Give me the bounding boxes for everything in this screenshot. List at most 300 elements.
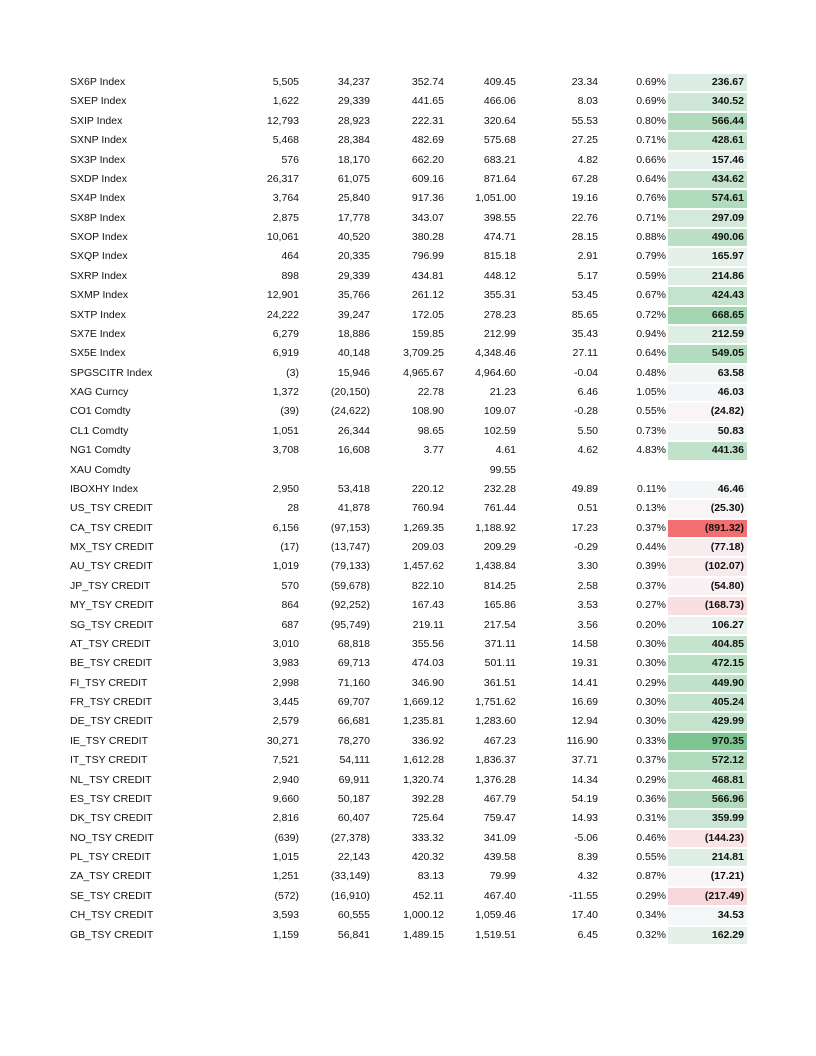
heatmap-cell: 297.09 [668, 210, 747, 227]
value-cell-3: 760.94 [411, 502, 444, 515]
value-cell-2: 25,840 [337, 192, 370, 205]
value-cell-1: 2,579 [272, 715, 299, 728]
percent-cell: 0.37% [636, 754, 666, 767]
value-cell-4: 467.40 [483, 889, 516, 902]
value-cell-2: 60,407 [337, 812, 370, 825]
value-cell-4: 4,964.60 [475, 366, 516, 379]
table-row [0, 790, 816, 809]
ticker-cell: SXIP Index [70, 114, 123, 127]
table-row [0, 577, 816, 596]
value-cell-1: 6,279 [272, 327, 299, 340]
value-cell-4: 217.54 [483, 618, 516, 631]
value-cell-5: 67.28 [571, 172, 598, 185]
value-cell-4: 1,051.00 [475, 192, 516, 205]
value-cell-1: 10,061 [266, 231, 299, 243]
value-cell-2: 54,111 [339, 754, 370, 767]
value-cell-1: 3,983 [272, 657, 299, 670]
heatmap-cell: 162.29 [668, 927, 747, 944]
percent-cell: 0.87% [636, 870, 666, 883]
percent-cell: 0.76% [636, 192, 666, 205]
value-cell-3: 452.11 [412, 889, 444, 902]
heatmap-cell: 63.58 [668, 365, 747, 382]
table-row [0, 848, 816, 867]
heatmap-cell: 404.85 [668, 636, 747, 653]
value-cell-1: 6,919 [272, 347, 299, 360]
heatmap-cell: 405.24 [668, 694, 747, 711]
ticker-cell: FI_TSY CREDIT [70, 676, 148, 689]
value-cell-5: 14.58 [571, 637, 598, 650]
ticker-cell: MX_TSY CREDIT [70, 541, 154, 553]
table-row [0, 228, 816, 247]
value-cell-2: 18,886 [337, 327, 370, 340]
value-cell-1: (639) [274, 831, 299, 844]
value-cell-1: 3,445 [272, 696, 299, 708]
ticker-cell: ES_TSY CREDIT [70, 792, 153, 805]
value-cell-3: 219.11 [412, 618, 444, 631]
percent-cell: 0.64% [636, 172, 666, 185]
value-cell-2: 29,339 [337, 95, 370, 108]
value-cell-2: 34,237 [337, 76, 370, 88]
ticker-cell: SXNP Index [70, 134, 128, 147]
value-cell-2: 68,818 [337, 637, 370, 650]
table-row [0, 674, 816, 693]
value-cell-1: 2,950 [272, 482, 299, 495]
value-cell-4: 1,376.28 [475, 773, 516, 786]
value-cell-5: 19.16 [571, 192, 598, 205]
value-cell-5: 22.76 [571, 211, 598, 224]
value-cell-5: 55.53 [571, 114, 598, 127]
heatmap-cell: 214.81 [668, 849, 747, 866]
value-cell-3: 261.12 [411, 289, 444, 302]
value-cell-1: 3,593 [272, 909, 299, 922]
percent-cell: 0.59% [636, 269, 666, 282]
value-cell-1: 7,521 [272, 754, 299, 767]
value-cell-5: 116.90 [566, 734, 598, 747]
value-cell-3: 4,965.67 [403, 366, 444, 379]
value-cell-3: 98.65 [417, 424, 444, 437]
value-cell-1: 1,622 [272, 95, 299, 108]
value-cell-3: 725.64 [411, 812, 444, 825]
ticker-cell: SX5E Index [70, 347, 126, 360]
value-cell-3: 159.85 [411, 327, 444, 340]
heatmap-cell: 157.46 [668, 152, 747, 169]
value-cell-1: 30,271 [266, 734, 299, 747]
percent-cell: 0.71% [636, 211, 666, 224]
heatmap-cell: 566.96 [668, 791, 747, 808]
percent-cell: 0.55% [636, 405, 666, 418]
value-cell-2: 40,148 [337, 347, 370, 360]
percent-cell: 0.44% [636, 541, 666, 553]
value-cell-4: 1,059.46 [475, 909, 516, 922]
ticker-cell: SXMP Index [70, 289, 129, 302]
ticker-cell: SXOP Index [70, 231, 128, 243]
value-cell-4: 814.25 [483, 579, 516, 592]
table-row [0, 306, 816, 325]
value-cell-4: 232.28 [483, 482, 516, 495]
percent-cell: 0.46% [636, 831, 666, 844]
value-cell-2: 26,344 [337, 424, 370, 437]
percent-cell: 0.36% [636, 792, 666, 805]
value-cell-5: 16.69 [571, 696, 598, 708]
value-cell-2: (79,133) [330, 560, 370, 573]
value-cell-1: (572) [274, 889, 299, 902]
value-cell-5: 27.11 [572, 347, 598, 360]
heatmap-cell: 574.61 [668, 190, 747, 207]
heatmap-cell: (102.07) [668, 558, 747, 575]
value-cell-3: 609.16 [411, 172, 444, 185]
value-cell-5: 14.93 [571, 812, 598, 825]
value-cell-3: 336.92 [411, 734, 444, 747]
value-cell-2: (27,378) [330, 831, 370, 844]
table-row [0, 422, 816, 441]
value-cell-2: 17,778 [337, 211, 370, 224]
value-cell-1: 12,793 [266, 114, 299, 127]
table-row [0, 461, 816, 480]
table-row [0, 112, 816, 131]
value-cell-1: 3,010 [272, 637, 299, 650]
value-cell-3: 392.28 [411, 792, 444, 805]
value-cell-3: 1,457.62 [403, 560, 444, 573]
table-row [0, 809, 816, 828]
ticker-cell: JP_TSY CREDIT [70, 579, 151, 592]
value-cell-4: 466.06 [483, 95, 516, 108]
value-cell-2: 78,270 [337, 734, 370, 747]
table-row [0, 693, 816, 712]
value-cell-3: 346.90 [411, 676, 444, 689]
value-cell-1: 576 [281, 153, 299, 166]
value-cell-4: 1,188.92 [475, 521, 516, 534]
value-cell-2: 56,841 [337, 928, 370, 941]
value-cell-2: 69,911 [338, 773, 370, 786]
value-cell-4: 4,348.46 [475, 347, 516, 360]
value-cell-5: 3.56 [577, 618, 598, 631]
percent-cell: 0.30% [636, 637, 666, 650]
heatmap-cell: (24.82) [668, 403, 747, 420]
value-cell-4: 278.23 [483, 308, 516, 321]
value-cell-3: 1,269.35 [403, 521, 444, 534]
value-cell-4: 501.11 [484, 657, 516, 670]
value-cell-2: 60,555 [337, 909, 370, 922]
ticker-cell: AT_TSY CREDIT [70, 637, 151, 650]
heatmap-cell: 165.97 [668, 248, 747, 265]
value-cell-2: (20,150) [330, 386, 370, 398]
value-cell-2: (33,149) [330, 870, 370, 883]
value-cell-5: 0.51 [577, 502, 598, 515]
ticker-cell: MY_TSY CREDIT [70, 599, 154, 612]
percent-cell: 0.11% [637, 482, 666, 495]
ticker-cell: NO_TSY CREDIT [70, 831, 154, 844]
percent-cell: 0.71% [636, 134, 666, 147]
value-cell-2: 16,608 [337, 444, 370, 457]
value-cell-5: 53.45 [571, 289, 598, 302]
percent-cell: 0.27% [636, 599, 666, 612]
percent-cell: 0.80% [636, 114, 666, 127]
table-row [0, 131, 816, 150]
percent-cell: 0.29% [636, 676, 666, 689]
heatmap-cell: (168.73) [668, 597, 747, 614]
value-cell-5: 4.62 [577, 444, 598, 457]
heatmap-cell: 46.03 [668, 384, 747, 401]
percent-cell: 0.20% [636, 618, 666, 631]
heatmap-cell: (77.18) [668, 539, 747, 556]
value-cell-2: 15,946 [337, 366, 370, 379]
value-cell-4: 1,283.60 [475, 715, 516, 728]
ticker-cell: GB_TSY CREDIT [70, 928, 154, 941]
value-cell-4: 165.86 [483, 599, 516, 612]
value-cell-1: 3,708 [272, 444, 299, 457]
heatmap-cell: 34.53 [668, 907, 747, 924]
value-cell-5: 49.89 [571, 482, 598, 495]
heatmap-cell: 970.35 [668, 733, 747, 750]
heatmap-cell: (54.80) [668, 578, 747, 595]
table-row [0, 73, 816, 92]
heatmap-cell: 572.12 [668, 752, 747, 769]
ticker-cell: SX3P Index [70, 153, 126, 166]
value-cell-1: 24,222 [266, 308, 299, 321]
value-cell-5: -11.55 [569, 889, 598, 902]
value-cell-4: 21.23 [489, 386, 516, 398]
ticker-cell: US_TSY CREDIT [70, 502, 153, 515]
value-cell-1: 864 [281, 599, 299, 612]
ticker-cell: PL_TSY CREDIT [70, 851, 151, 863]
value-cell-4: 212.99 [483, 327, 516, 340]
value-cell-4: 109.07 [483, 405, 516, 418]
percent-cell: 0.13% [636, 502, 666, 515]
value-cell-1: (17) [280, 541, 299, 553]
value-cell-1: 1,051 [272, 424, 299, 437]
ticker-cell: IE_TSY CREDIT [70, 734, 148, 747]
ticker-cell: SE_TSY CREDIT [70, 889, 153, 902]
value-cell-5: 54.19 [571, 792, 598, 805]
value-cell-2: (24,622) [330, 405, 370, 418]
value-cell-3: 172.05 [411, 308, 444, 321]
table-row [0, 499, 816, 518]
percent-cell: 0.73% [636, 424, 666, 437]
value-cell-4: 683.21 [483, 153, 516, 166]
value-cell-1: 1,372 [272, 386, 299, 398]
percent-cell: 0.29% [636, 773, 666, 786]
value-cell-1: 5,468 [272, 134, 299, 147]
value-cell-1: 464 [281, 250, 299, 263]
value-cell-2: (13,747) [330, 541, 370, 553]
heatmap-cell: 668.65 [668, 307, 747, 324]
value-cell-1: 28 [287, 502, 299, 515]
heatmap-cell: 212.59 [668, 326, 747, 343]
value-cell-3: 1,235.81 [403, 715, 444, 728]
value-cell-3: 1,489.15 [403, 928, 444, 941]
value-cell-3: 434.81 [411, 269, 444, 282]
value-cell-1: 2,998 [272, 676, 299, 689]
value-cell-4: 467.23 [483, 734, 516, 747]
table-row [0, 267, 816, 286]
ticker-cell: CL1 Comdty [70, 424, 129, 437]
value-cell-3: 1,320.74 [403, 773, 444, 786]
percent-cell: 0.48% [636, 366, 666, 379]
value-cell-4: 467.79 [483, 792, 516, 805]
ticker-cell: NG1 Comdty [70, 444, 131, 457]
ticker-cell: SX4P Index [70, 192, 126, 205]
value-cell-1: 5,505 [272, 76, 299, 88]
value-cell-3: 1,669.12 [403, 696, 444, 708]
ticker-cell: FR_TSY CREDIT [70, 696, 153, 708]
value-cell-2: 71,160 [337, 676, 370, 689]
value-cell-2: (59,678) [330, 579, 370, 592]
table-row [0, 887, 816, 906]
value-cell-2: 50,187 [337, 792, 370, 805]
table-row [0, 480, 816, 499]
ticker-cell: SXQP Index [70, 250, 128, 263]
percent-cell: 0.29% [636, 889, 666, 902]
percent-cell: 0.94% [636, 327, 666, 340]
table-row [0, 364, 816, 383]
value-cell-5: 19.31 [571, 657, 598, 670]
table-row [0, 751, 816, 770]
heatmap-cell: 490.06 [668, 229, 747, 246]
percent-cell: 4.83% [636, 444, 666, 457]
percent-cell: 0.72% [636, 308, 666, 321]
value-cell-2: 61,075 [337, 172, 370, 185]
value-cell-5: 12.94 [571, 715, 598, 728]
value-cell-4: 398.55 [483, 211, 516, 224]
value-cell-5: 37.71 [571, 754, 598, 767]
percent-cell: 0.32% [636, 928, 666, 941]
value-cell-3: 474.03 [411, 657, 444, 670]
value-cell-1: (3) [286, 366, 299, 379]
value-cell-5: 6.45 [577, 928, 598, 941]
heatmap-cell: (144.23) [668, 830, 747, 847]
value-cell-2: (97,153) [330, 521, 370, 534]
heatmap-cell: 50.83 [668, 423, 747, 440]
value-cell-5: 2.91 [577, 250, 598, 263]
value-cell-1: 26,317 [266, 172, 299, 185]
heatmap-cell: 106.27 [668, 617, 747, 634]
ticker-cell: CA_TSY CREDIT [70, 521, 153, 534]
value-cell-2: 41,878 [337, 502, 370, 515]
table-row [0, 654, 816, 673]
value-cell-4: 871.64 [483, 172, 516, 185]
value-cell-3: 441.65 [411, 95, 444, 108]
percent-cell: 0.88% [636, 231, 666, 243]
value-cell-4: 371.11 [484, 637, 516, 650]
value-cell-5: 14.41 [571, 676, 598, 689]
value-cell-3: 420.32 [411, 851, 444, 863]
value-cell-5: 35.43 [571, 327, 598, 340]
value-cell-4: 99.55 [489, 463, 516, 476]
table-row [0, 771, 816, 790]
table-row [0, 926, 816, 945]
value-cell-3: 3.77 [423, 444, 444, 457]
value-cell-2: 40,520 [337, 231, 370, 243]
value-cell-5: -0.28 [574, 405, 598, 418]
heatmap-cell: 428.61 [668, 132, 747, 149]
percent-cell: 0.64% [636, 347, 666, 360]
percent-cell: 0.37% [636, 521, 666, 534]
value-cell-4: 815.18 [483, 250, 516, 263]
value-cell-4: 1,836.37 [475, 754, 516, 767]
table-row [0, 441, 816, 460]
value-cell-5: 2.58 [577, 579, 598, 592]
value-cell-5: 5.17 [577, 269, 598, 282]
value-cell-2: 28,923 [337, 114, 370, 127]
ticker-cell: CO1 Comdty [70, 405, 131, 418]
value-cell-5: 14.34 [571, 773, 598, 786]
value-cell-3: 209.03 [411, 541, 444, 553]
value-cell-5: 6.46 [577, 386, 598, 398]
value-cell-4: 761.44 [483, 502, 516, 515]
value-cell-5: 85.65 [571, 308, 598, 321]
value-cell-1: (39) [280, 405, 299, 418]
value-cell-3: 352.74 [411, 76, 444, 88]
value-cell-4: 448.12 [483, 269, 516, 282]
heatmap-cell: 468.81 [668, 772, 747, 789]
percent-cell: 0.30% [636, 657, 666, 670]
value-cell-1: 9,660 [272, 792, 299, 805]
heatmap-cell: 359.99 [668, 810, 747, 827]
value-cell-5: 17.40 [571, 909, 598, 922]
value-cell-1: 2,940 [272, 773, 299, 786]
table-row [0, 519, 816, 538]
value-cell-4: 1,751.62 [475, 696, 516, 708]
value-cell-5: -0.29 [574, 541, 598, 553]
value-cell-1: 3,764 [272, 192, 299, 205]
ticker-cell: SX7E Index [70, 327, 126, 340]
ticker-cell: BE_TSY CREDIT [70, 657, 153, 670]
table-row [0, 557, 816, 576]
value-cell-4: 361.51 [483, 676, 516, 689]
value-cell-3: 380.28 [411, 231, 444, 243]
heatmap-cell: (17.21) [668, 868, 747, 885]
percent-cell: 0.31% [636, 812, 666, 825]
ticker-cell: AU_TSY CREDIT [70, 560, 153, 573]
value-cell-1: 1,251 [272, 870, 299, 883]
value-cell-1: 1,159 [272, 928, 299, 941]
table-row [0, 247, 816, 266]
value-cell-4: 759.47 [483, 812, 516, 825]
percent-cell: 1.05% [636, 386, 666, 398]
value-cell-2: 28,384 [337, 134, 370, 147]
table-row [0, 867, 816, 886]
value-cell-2: 18,170 [337, 153, 370, 166]
table-row [0, 732, 816, 751]
heatmap-cell: 340.52 [668, 93, 747, 110]
percent-cell: 0.37% [636, 579, 666, 592]
heatmap-cell: (217.49) [668, 888, 747, 905]
value-cell-3: 1,000.12 [403, 909, 444, 922]
heatmap-cell: 566.44 [668, 113, 747, 130]
value-cell-3: 343.07 [411, 211, 444, 224]
value-cell-4: 341.09 [483, 831, 516, 844]
value-cell-4: 439.58 [483, 851, 516, 863]
table-row [0, 906, 816, 925]
value-cell-1: 898 [281, 269, 299, 282]
value-cell-4: 4.61 [495, 444, 516, 457]
table-row [0, 209, 816, 228]
value-cell-4: 102.59 [483, 424, 516, 437]
value-cell-2: 39,247 [337, 308, 370, 321]
table-row [0, 383, 816, 402]
table-row [0, 344, 816, 363]
value-cell-1: 6,156 [272, 521, 299, 534]
heatmap-cell: 434.62 [668, 171, 747, 188]
percent-cell: 0.55% [636, 851, 666, 863]
percent-cell: 0.79% [636, 250, 666, 263]
percent-cell: 0.39% [636, 560, 666, 573]
value-cell-1: 1,019 [272, 560, 299, 573]
value-cell-2: 29,339 [337, 269, 370, 282]
table-row [0, 829, 816, 848]
value-cell-3: 83.13 [417, 870, 444, 883]
ticker-cell: SXRP Index [70, 269, 128, 282]
